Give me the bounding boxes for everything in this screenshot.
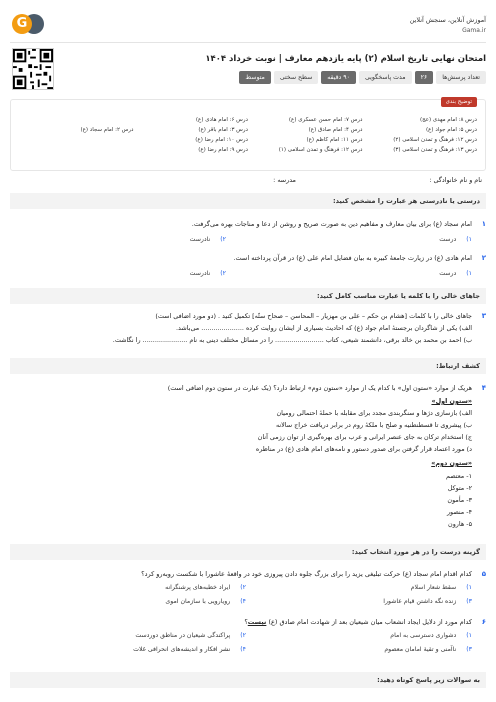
column-one-item: الف) بازسازی دژها و سنگربندی مجدد برای مقابله با حملهٔ احتمالی رومیان	[276, 409, 472, 417]
topic-item: درس ۷: امام حسن عسکری (ع)	[288, 117, 363, 123]
option-false[interactable]: ۲)نادرست	[189, 236, 226, 243]
section-title: کشف ارتباط:	[436, 362, 480, 370]
topic-item: درس ۶: امام هادی (ع)	[195, 117, 248, 123]
question-text: هریک از موارد «ستون اول» با کدام یک از موارد «ستون دوم» ارتباط دارد؟ (یک عبارت در ستون دوم اضافی است)	[167, 384, 472, 392]
option-4[interactable]: ۴)نشر افکار و اندیشه‌های انحرافی غلات	[133, 646, 246, 653]
question-count-value: ۲۶	[415, 71, 434, 84]
exam-title: امتحان نهایی تاریخ اسلام (۲) پایه یازدهم معارف | نوبت خرداد ۱۴۰۴	[205, 54, 486, 64]
column-two-item: ۱- معتصم	[445, 472, 472, 480]
section-title: گزینه درست را در هر مورد انتخاب کنید:	[351, 548, 480, 556]
question-line: الف) یکی از شاگردان برجستهٔ امام جواد (ع) که احادیث بسیاری از ایشان روایت کرده ..................... می‌باشد.	[176, 324, 472, 332]
question-number: ۲	[481, 254, 486, 262]
topic-item: درس ۹: امام رضا (ع)	[198, 147, 248, 153]
topics-tag: توضیح بندی	[441, 97, 477, 107]
option-false[interactable]: ۲)نادرست	[189, 270, 226, 277]
site-url[interactable]: Gama.ir	[462, 27, 486, 34]
question-number: ۳	[481, 312, 486, 320]
student-info-row	[10, 174, 486, 188]
negation-emphasis: نیست	[247, 618, 267, 626]
section-true-false	[10, 193, 486, 209]
topic-item: درس ۲: امام سجاد (ع)	[80, 127, 134, 133]
school-label: مدرسه :	[273, 176, 296, 184]
section-multiple-choice	[10, 544, 486, 560]
question-number: ۵	[481, 570, 486, 578]
topic-item	[19, 137, 134, 143]
header-divider	[10, 42, 486, 43]
difficulty-label: سطح سختی	[274, 71, 318, 84]
section-title: به سوالات زیر پاسخ کوتاه دهید:	[377, 676, 480, 684]
option-2[interactable]: ۲)پراکندگی شیعیان در مناطق دوردست	[135, 632, 246, 639]
option-3[interactable]: ۳)زنده نگه داشتن قیام عاشورا	[383, 598, 472, 605]
question-text: کدام مورد از دلایل ایجاد انشعاب میان شیعیان بعد از شهادت امام صادق (ع) نیست؟	[244, 618, 472, 626]
question-count-label: تعداد پرسش‌ها	[436, 71, 486, 84]
topic-item: درس ۱۳: فرهنگ و تمدن اسلامی (۳)	[393, 147, 477, 153]
question-number: ۱	[481, 220, 486, 228]
exam-chips	[239, 71, 486, 84]
column-two-item: ۴- منصور	[446, 508, 472, 516]
site-header	[10, 10, 486, 42]
option-true[interactable]: ۱)درست	[439, 236, 472, 243]
option-true[interactable]: ۱)درست	[439, 270, 472, 277]
topic-item: درس ۵: امام جواد (ع)	[426, 127, 477, 133]
topic-item: درس ۳: امام باقر (ع)	[198, 127, 248, 133]
column-two-item: ۲- متوکل	[447, 484, 472, 492]
column-one-title: «ستون اول»	[431, 397, 472, 405]
topic-item: درس ۸: امام مهدی (عج)	[420, 117, 477, 123]
question-5	[10, 570, 486, 612]
duration-label: مدت پاسخگویی	[359, 71, 412, 84]
section-matching	[10, 358, 486, 374]
section-title: جاهای خالی را با کلمه یا عبارت مناسب کامل کنید:	[316, 292, 480, 300]
section-fill-blanks	[10, 288, 486, 304]
duration-value: ۹۰ دقیقه	[321, 71, 356, 84]
column-two-item: ۳- مأمون	[447, 496, 472, 504]
topic-item: درس ۱۲: فرهنگ و تمدن اسلامی (۲)	[393, 137, 477, 143]
logo-letter: G	[12, 14, 32, 34]
column-two-item: ۵- هارون	[448, 520, 472, 528]
student-name-label: نام و نام خانوادگی :	[429, 176, 482, 184]
question-6	[10, 618, 486, 660]
question-number: ۴	[481, 384, 486, 392]
column-one-item: د) مورد اعتماد قرار گرفتن برای صدور دستور و نامه‌های امام هادی (ع) در مناظره	[255, 445, 472, 453]
option-4[interactable]: ۴)رویارویی با سازمان اموی	[165, 598, 246, 605]
topics-grid	[19, 117, 477, 153]
topic-item: درس ۱۲: فرهنگ و تمدن اسلامی (۱)	[278, 147, 363, 153]
site-name: آموزش آنلاین، سنجش آنلاین	[409, 16, 486, 24]
site-logo[interactable]	[10, 12, 56, 38]
column-two-title: «ستون دوم»	[431, 459, 472, 467]
option-3[interactable]: ۳)ناآمنی و تقیهٔ امامان معصوم	[384, 646, 472, 653]
question-text: امام هادی (ع) در زیارت جامعهٔ کبیره به بیان فضایل امام علی (ع) در قرآن پرداخته است.	[233, 254, 472, 262]
option-2[interactable]: ۲)ایراد خطبه‌های پرشنگرانه	[165, 584, 246, 591]
question-text: امام سجاد (ع) برای بیان معارف و مفاهیم دین به صورت صریح و روشن از دعا و مناجات بهره می‌گرفت.	[191, 220, 472, 228]
topic-item	[19, 117, 134, 123]
option-1[interactable]: ۱)دشواری دسترسی به امام	[390, 632, 472, 639]
option-1[interactable]: ۱)سقط شعار اسلام	[410, 584, 472, 591]
question-text: جاهای خالی را با کلمات [هشام بن حکم – علی بن مهزیار – المحاسن – صحاح ستّه] تکمیل کنید . (دو مورد اضافی است)	[155, 312, 472, 320]
question-number: ۶	[481, 618, 486, 626]
topic-item: درس ۴: امام صادق (ع)	[308, 127, 363, 133]
topics-box	[10, 99, 486, 171]
question-text: کدام اقدام امام سجاد (ع) حرکت تبلیغی یزید را برای بزرگ جلوه دادن پیروزی خود در واقعهٔ عاشورا با شکست روبه‌رو کرد؟	[141, 570, 472, 578]
question-4	[10, 384, 486, 534]
column-one-item: ج) استخدام ترکان به جای عنصر ایرانی و عرب برای بهره‌گیری از توان رزمی آنان	[257, 433, 472, 441]
question-1	[10, 220, 486, 250]
topic-item	[19, 147, 134, 153]
section-short-answer	[10, 672, 486, 688]
question-2	[10, 254, 486, 284]
column-one-item: ب) پیشروی تا قسطنطنیه و صلح با ملکهٔ روم در برابر دریافت خراج سالانه	[275, 421, 472, 429]
difficulty-value: متوسط	[239, 71, 270, 84]
topic-item: درس ۱۰: امام رضا (ع)	[195, 137, 248, 143]
question-line: ب) احمد بن محمد بن خالد برقی، دانشمند شیعی، کتاب ........................ را در مسائل مختلف دینی به نام ...................... را نگاشت.	[112, 336, 472, 344]
exam-info	[10, 48, 486, 94]
topic-item: درس ۱۱: امام کاظم (ع)	[306, 137, 363, 143]
qr-code-icon[interactable]	[12, 48, 54, 90]
section-title: درستی یا نادرستی هر عبارت را مشخص کنید:	[332, 197, 480, 205]
question-3	[10, 312, 486, 352]
